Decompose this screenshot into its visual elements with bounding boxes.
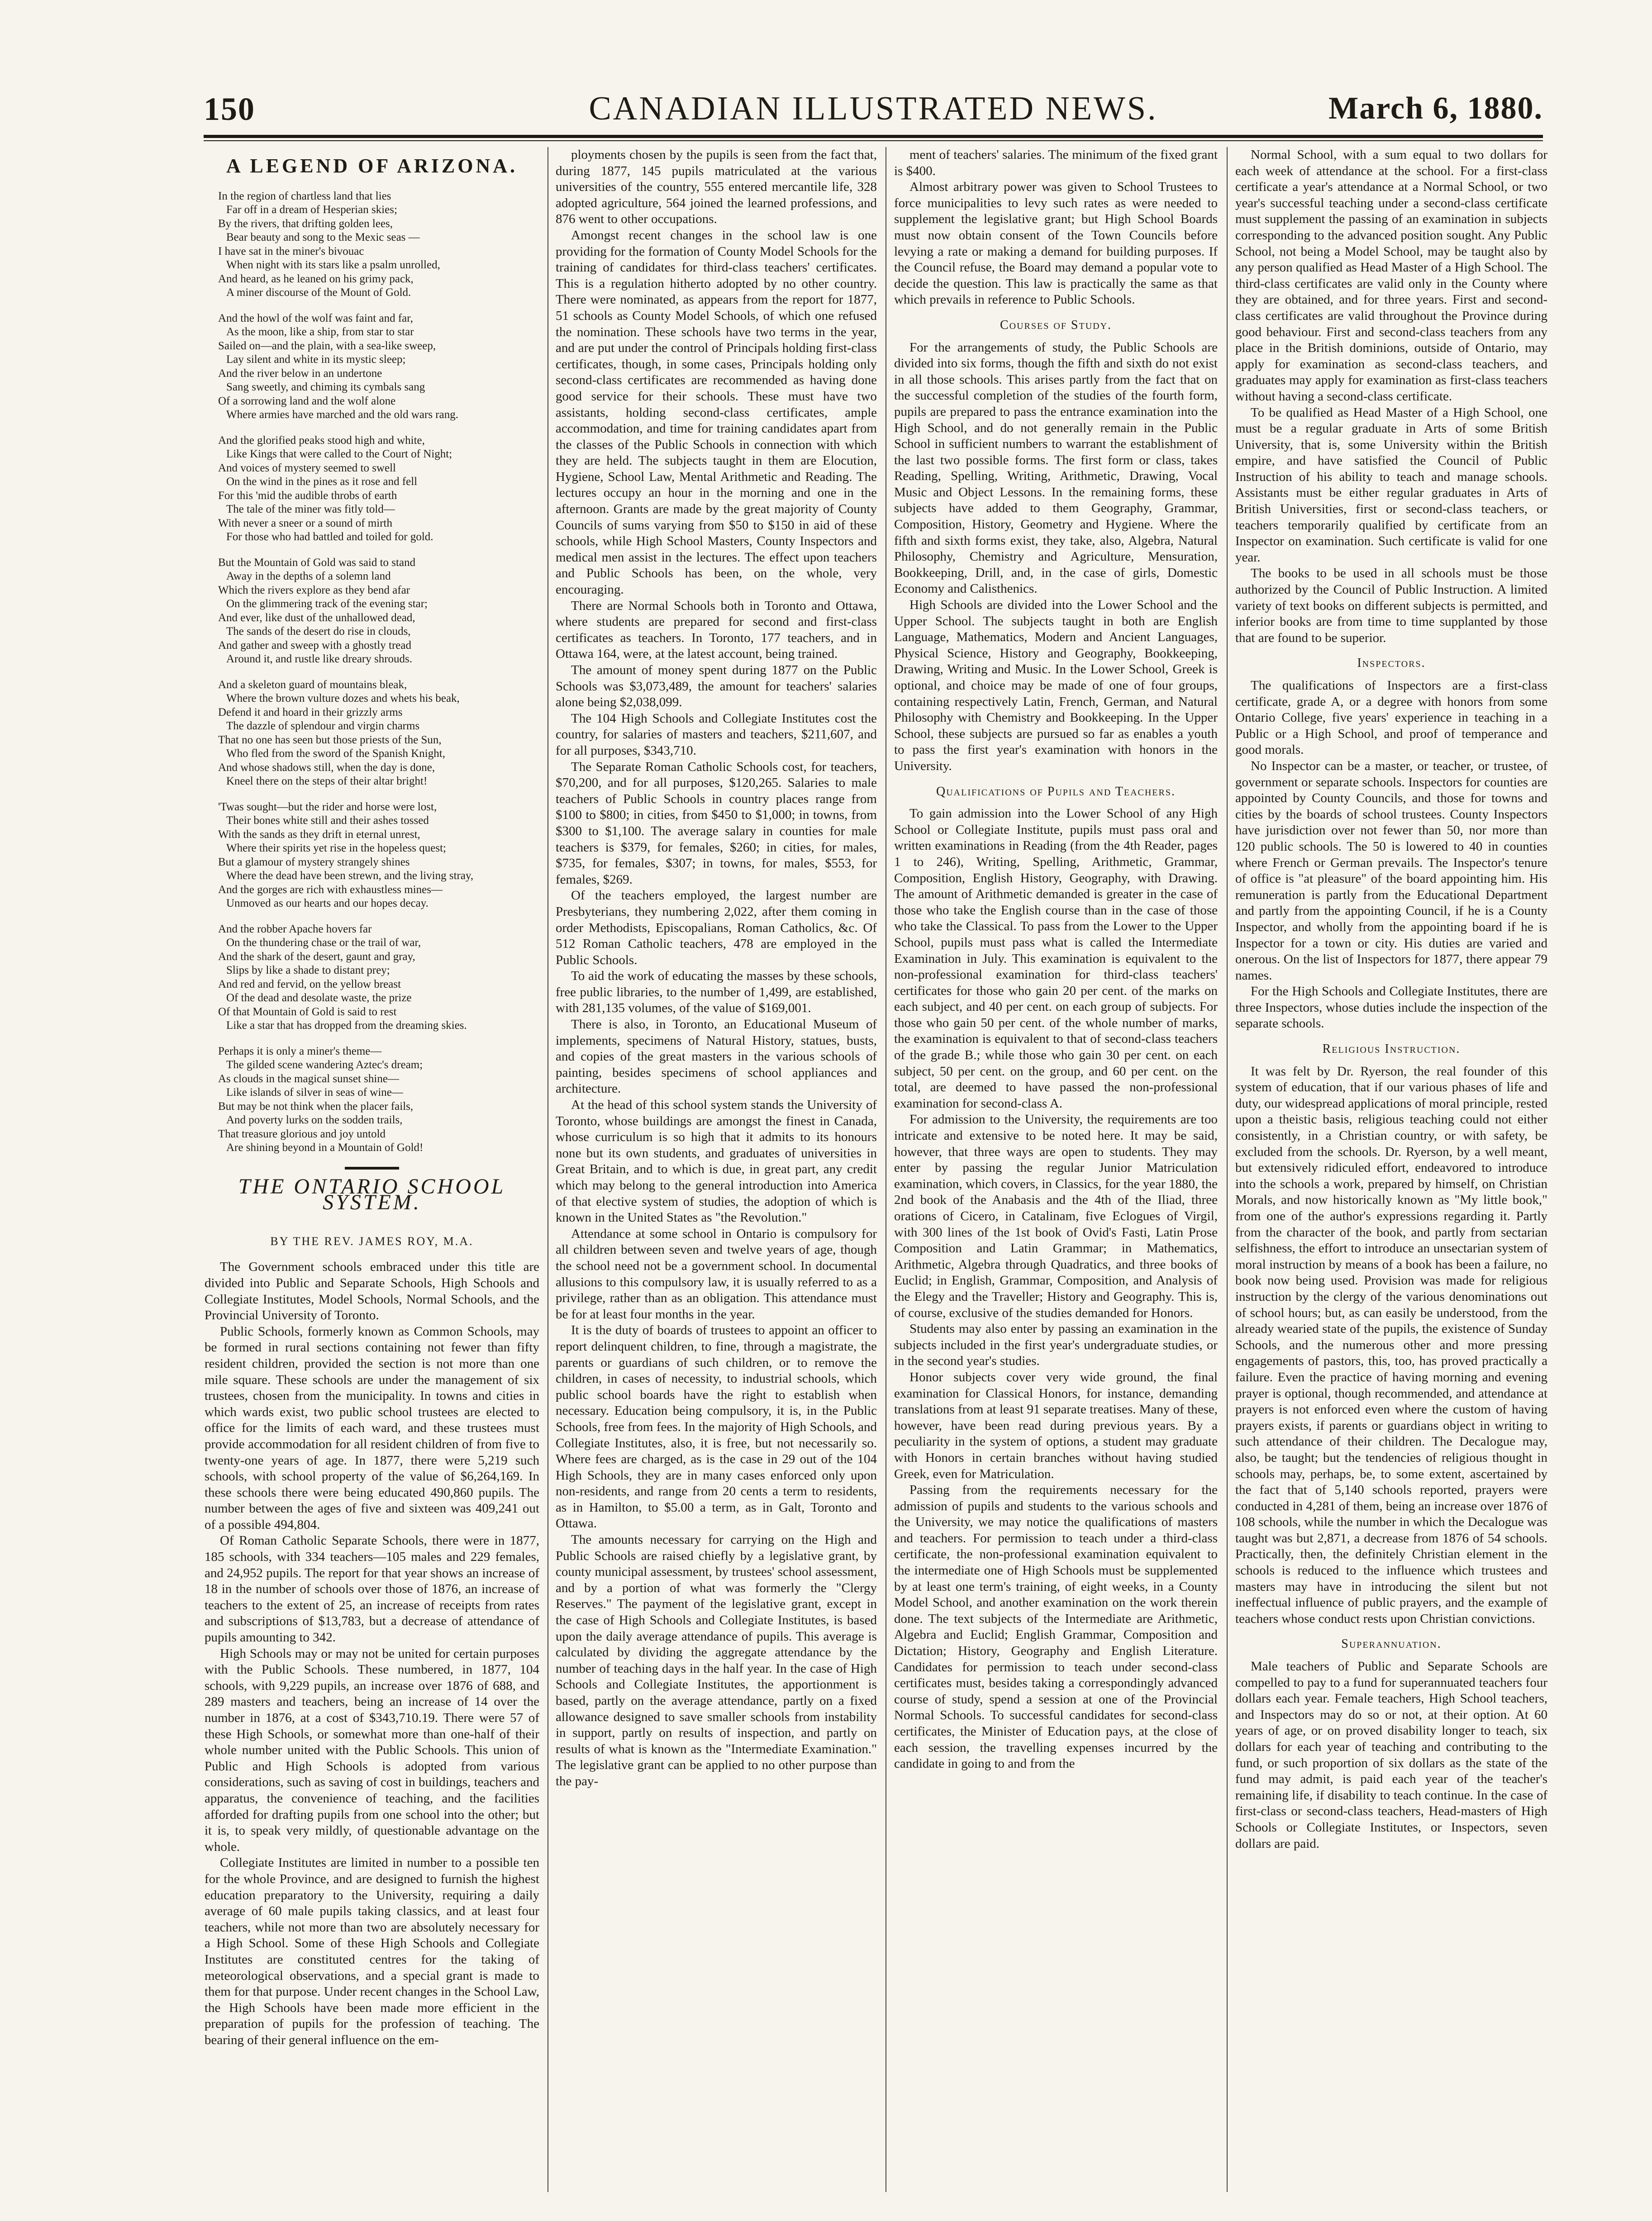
column-3-text [894, 147, 1218, 308]
poem-line: On the wind in the pines as it rose and fell [226, 476, 418, 488]
paragraph: The qualifications of Inspectors are a first-class certificate, grade A, or a degree with honors from some Ontario College, five years' experience in teaching in a Public or a High School, and proof of temperance and good morals. [1235, 678, 1547, 757]
poem-line: Sailed on—and the plain, with a sea-like sweep, [218, 339, 436, 352]
poem-line: On the thundering chase or the trail of war, [226, 937, 421, 949]
paragraph: High Schools may or may not be united for certain purposes with the Public Schools. These numbered, in 1877, 104 schools, with 9,229 pupils, an increase over 1876 of 688, and 289 masters and teachers, being an increase of 14 over the number in 1876, at a cost of $343,710.19. There were 57 of these High Schools, or somewhat more than one-half of their whole number united with the Public Schools. This union of Public and High Schools is adopted from various considerations, such as saving of cost in buildings, teachers and apparatus, the convenience of teaching, and the facilities afforded for drafting pupils from one school into the other; but it is, to speak very mildly, of questionable advantage on the whole. [205, 1646, 539, 1854]
masthead: CANADIAN ILLUSTRATED NEWS. [589, 90, 1158, 127]
section-divider [345, 1167, 399, 1170]
paragraph: It was felt by Dr. Ryerson, the real founder of this system of education, that if our various phases of life and duty, our widespread applications of moral principle, rested upon a theistic basis, religious teaching could not either consistently, in a Christian country, or with safety, be excluded from the schools. Dr. Ryerson, by a well meant, but extensively ridiculed effort, endeavored to introduce into the schools a work, prepared by himself, on Christian Morals, and now historically known as "My little book," from one of the author's expressions regarding it. Partly from the character of the book, and partly from sectarian selfishness, the effort to introduce an unsectarian system of moral instruction by means of a book has been a failure, no book now being used. Provision was made for religious instruction by the clergy of the various denominations out of school hours; but, as can easily be understood, from the already wearied state of the pupils, the existence of Sunday Schools, and the numerous other and more pressing engagements of pastors, this, too, has proved practically a failure. Even the practice of having morning and evening prayer is optional, though recommended, and attendance at prayers is not enforced even where the custom of having prayers exists, if parents or guardians object in writing to such attendance of their children. The Decalogue may, also, be taught; but the tendencies of religious thought in schools may, perhaps, be, to some extent, ascertained by the fact that of 5,140 schools reported, prayers were conducted in 4,281 of them, being an increase over 1876 of 108 schools, while the number in which the Decalogue was taught was but 2,871, a decrease from 1876 of 54 schools. Practically, then, the definitely Christian element in the schools is reduced to the influence which trustees and masters may have in introducing the silent but not ineffectual influence of public prayers, and the example of teachers whose conduct rests upon Christian convictions. [1235, 1064, 1547, 1626]
poem-line: And the gorges are rich with exhaustless mines— [218, 883, 443, 896]
poem-line: As clouds in the magical sunset shine— [218, 1072, 399, 1085]
poem-line: Like a star that has dropped from the dreaming skies. [226, 1019, 467, 1032]
poem-line: Bear beauty and song to the Mexic seas — [226, 231, 420, 244]
paragraph: Passing from the requirements necessary for the admission of pupils and students to the various schools and the University, we may notice the qualifications of masters and teachers. For permission to teach under a third-class certificate, the non-professional examination equivalent to the intermediate one of High Schools must be supplemented by at least one term's training, of eight weeks, in a County Model School, and another examination on the work therein done. The text subjects of the Intermediate are Arithmetic, Algebra and Euclid; English Grammar, Composition and Dictation; History, Geography and English Literature. Candidates for permission to teach under second-class certificates must, besides taking a correspondingly advanced course of study, spend a session at one of the Provincial Normal Schools. To successful candidates for second-class certificates, the Minister of Education pays, at the close of each session, the travelling expenses incurred by the candidate in going to and from the [894, 1483, 1218, 1771]
paragraph: ployments chosen by the pupils is seen from the fact that, during 1877, 145 pupils matriculated at the various universities of the country, 555 entered mercantile life, 328 adopted agriculture, 564 joined the learned professions, and 876 went to other occupations. [556, 147, 877, 227]
poem-line: And voices of mystery seemed to swell [218, 461, 396, 474]
poem-line: Are shining beyond in a Mountain of Gold! [226, 1141, 424, 1154]
poem-line: And a skeleton guard of mountains bleak, [218, 678, 407, 691]
paragraph: There is also, in Toronto, an Educational Museum of implements, specimens of Natural History, statues, busts, and copies of the great masters in the various schools of painting, besides specimens of school appliances and architecture. [556, 1017, 877, 1096]
poem-line: Which the rivers explore as they bend afar [218, 584, 410, 596]
poem-line: And the howl of the wolf was faint and far, [218, 312, 413, 324]
paragraph: Public Schools, formerly known as Common Schools, may be formed in rural sections containing not fewer than fifty resident children, provided the section is not more than one mile square. These schools are under the management of six trustees, chosen from the municipality. In towns and cities in which wards exist, two public school trustees are elected to office for the limits of each ward, and these trustees must provide accommodation for all resident children of from five to twenty-one years of age. In 1877, there were 5,219 such schools, with school property of the value of $6,264,169. In these schools there were being educated 490,860 pupils. The number between the ages of five and sixteen was 409,241 out of a possible 494,804. [205, 1324, 539, 1532]
poem-line: With the sands as they drift in eternal unrest, [218, 828, 420, 841]
poem-line: And the glorified peaks stood high and white, [218, 434, 425, 447]
poem-line: And heard, as he leaned on his grimy pack, [218, 272, 414, 285]
poem-line: That treasure glorious and joy untold [218, 1127, 386, 1140]
poem-line: Like Kings that were called to the Court of Night; [226, 448, 452, 461]
paragraph: To be qualified as Head Master of a High School, one must be a regular graduate in Arts of some British University, that is, some University within the British empire, and have satisfied the Council of Public Instruction of his ability to teach and manage schools. Assistants must be either regular graduates in Arts of British Universities, first or second-class teachers, or teachers temporarily qualified by certificate from an Inspector on examination. Such certificate is valid for one year. [1235, 405, 1547, 565]
paragraph: Normal School, with a sum equal to two dollars for each week of attendance at the school. For a first-class certificate a year's attendance at a Normal School, or two year's successful teaching under a second-class certificate must supplement the passing of an examination in subjects corresponding to the advanced position sought. Any Public School, not being a Model School, may be taught also by any person qualified as Head Master of a High School. The third-class certificates are valid only in the County where they are obtained, and for three years. First and second-class certificates are valid throughout the Province during good behaviour. First and second-class teachers from any place in the British dominions, outside of Ontario, may apply for examination as second-class teachers, and graduates may apply for examination as first-class teachers without having a second-class certificate. [1235, 147, 1547, 404]
poem-line: Far off in a dream of Hesperian skies; [226, 204, 397, 216]
poem-body [205, 190, 539, 1155]
paragraph: The amount of money spent during 1877 on the Public Schools was $3,073,489, the amount for teachers' salaries alone being $2,038,099. [556, 663, 877, 710]
subhead-qualifications: Qualifications of Pupils and Teachers. [936, 784, 1176, 799]
paragraph: Of Roman Catholic Separate Schools, there were in 1877, 185 schools, with 334 teachers—105 males and 229 females, and 24,952 pupils. The report for that year shows an increase of 18 in the number of schools over those of 1876, an increase of teachers to the extent of 25, an increase of receipts from rates and subscriptions of $13,783, but a decrease of attendance of pupils amounting to 342. [205, 1533, 539, 1645]
poem-line: On the glimmering track of the evening star; [226, 598, 428, 610]
poem-stanza [218, 800, 539, 911]
paragraph: It is the duty of boards of trustees to appoint an officer to report delinquent children, to fine, through a magistrate, the parents or guardians of such children, or to remove the children, in cases of necessity, to industrial schools, which public school boards have the right to establish when necessary. Education being compulsory, it is, in the Public Schools, free from fees. In the majority of High Schools, and Collegiate Institutes, also, it is free, but not necessarily so. Where fees are charged, as is the case in 29 out of the 104 High Schools, they are in many cases enforced only upon non-residents, and range from 20 cents a term to residents, as in Hamilton, to $5.00 a term, as in Galt, Toronto and Ottawa. [556, 1323, 877, 1531]
column-2 [556, 147, 877, 2192]
poem-line: Their bones white still and their ashes tossed [226, 814, 429, 827]
column-divider [547, 147, 548, 2192]
paragraph: To gain admission into the Lower School of any High School or Collegiate Institute, pupils must pass oral and written examinations in Reading (from the 4th Reader, pages 1 to 246), Writing, Spelling, Arithmetic, Grammar, Composition, English History, Geography, with Drawing. The amount of Arithmetic demanded is greater in the case of those who take the English course than in the case of those who take the Classical. To pass from the Lower to the Upper School, pupils must pass what is called the Intermediate Examination in July. This examination is equivalent to the non-professional examination for third-class teachers' certificates for those who gain 20 per cent. of the marks on each subject, and 40 per cent. on each group of subjects. For those who gain 50 per cent. of the whole number of marks, the examination is equivalent to that of second-class teachers of the grade B.; while those who gain 30 per cent. on each subject, 50 per cent. on the group, and 60 per cent. on the total, are deemed to have passed the non-professional examination for second-class A. [894, 806, 1218, 1111]
poem-line: Sang sweetly, and chiming its cymbals sang [226, 381, 425, 394]
superannuation-text [1235, 1659, 1547, 1852]
poem-line: Of that Mountain of Gold is said to rest [218, 1005, 397, 1018]
religious-text [1235, 1064, 1547, 1627]
column-3 [894, 147, 1218, 2192]
header-rule [204, 135, 1543, 141]
poem-line: Where the brown vulture dozes and whets his beak, [226, 692, 460, 705]
courses-text [894, 340, 1218, 775]
poem-stanza [218, 190, 539, 300]
poem-line: Perhaps it is only a miner's theme— [218, 1045, 382, 1057]
poem-line: As the moon, like a ship, from star to star [226, 326, 414, 338]
column-1-text [205, 1259, 539, 2048]
poem-line: In the region of chartless land that lies [218, 190, 391, 202]
subhead-superannuation: Superannuation. [1341, 1637, 1442, 1651]
poem-line: Where the dead have been strewn, and the living stray, [226, 870, 474, 882]
paragraph: ment of teachers' salaries. The minimum of the fixed grant is $400. [894, 147, 1218, 178]
poem-line: A miner discourse of the Mount of Gold. [226, 286, 411, 299]
paragraph: Attendance at some school in Ontario is compulsory for all children between seven and twelve years of age, though the school need not be a government school. In documental allusions to this compulsory law, it is usually referred to as a privilege, rather than as an obligation. This attendance must be for at least four months in the year. [556, 1226, 877, 1322]
poem-line: Lay silent and white in its mystic sleep; [226, 353, 406, 366]
subhead-courses: Courses of Study. [1000, 318, 1112, 332]
poem-line: And the robber Apache hovers far [218, 923, 372, 935]
poem-line: The dazzle of splendour and virgin charms [226, 720, 420, 732]
poem-line: For this 'mid the audible throbs of earth [218, 489, 397, 502]
poem-line: But a glamour of mystery strangely shines [218, 856, 410, 868]
poem-line: The sands of the desert do rise in clouds, [226, 625, 411, 638]
issue-date: March 6, 1880. [1328, 91, 1543, 126]
poem-stanza [218, 312, 539, 422]
poem-line: And whose shadows still, when the day is done, [218, 761, 435, 774]
poem-line: That no one has seen but those priests of the Sun, [218, 733, 442, 746]
paragraph: To aid the work of educating the masses by these schools, free public libraries, to the number of 1,499, are established, with 281,135 volumes, of the value of $169,001. [556, 969, 877, 1016]
paragraph: For the arrangements of study, the Public Schools are divided into six forms, though the fifth and sixth do not exist in all those schools. This arises partly from the fact that on the successful completion of the studies of the fourth form, pupils are prepared to pass the entrance examination into the High School, and do not generally remain in the Public School in sufficient numbers to warrant the establishment of the last two possible forms. The first form or class, takes Reading, Spelling, Writing, Arithmetic, Drawing, Vocal Music and Object Lessons. In the remaining forms, these subjects have added to them Geography, Grammar, Composition, History, Geometry and Hygiene. Where the fifth and sixth forms exist, they take, also, Algebra, Natural Philosophy, Chemistry and Agriculture, Mensuration, Bookkeeping, Drill, and, in the case of girls, Domestic Economy and Calisthenics. [894, 340, 1218, 596]
paragraph: There are Normal Schools both in Toronto and Ottawa, where students are prepared for second and first-class certificates as teachers. In Toronto, 177 teachers, and in Ottawa 164, were, at the latest account, being trained. [556, 598, 877, 661]
poem-line: And gather and sweep with a ghostly tread [218, 639, 411, 652]
poem-stanza [218, 556, 539, 666]
poem-line: By the rivers, that drifting golden lees, [218, 217, 393, 230]
poem-line: 'Twas sought—but the rider and horse were lost, [218, 800, 437, 813]
poem-line: And the shark of the desert, gaunt and gray, [218, 950, 415, 963]
page-number: 150 [204, 91, 255, 127]
poem-line: And the river below in an undertone [218, 367, 382, 380]
paragraph: For the High Schools and Collegiate Institutes, there are three Inspectors, whose duties include the inspection of the separate schools. [1235, 984, 1547, 1031]
poem-stanza [218, 923, 539, 1033]
poem-line: Kneel there on the steps of their altar bright! [226, 775, 428, 788]
poem-line: And ever, like dust of the unhallowed dead, [218, 611, 415, 624]
article-byline: BY THE REV. JAMES ROY, M.A. [270, 1234, 474, 1248]
poem-line: The tale of the miner was fitly told— [226, 503, 395, 516]
poem-line: Where armies have marched and the old wars rang. [226, 409, 458, 421]
paragraph: Honor subjects cover very wide ground, the final examination for Classical Honors, for instance, demanding translations from at least 91 separate treatises. Many of these, however, have been read during previous years. By a peculiarity in the system of options, a student may graduate with Honors in certain branches without having studied Greek, even for Matriculation. [894, 1370, 1218, 1481]
poem-line: But may be not think when the placer fails, [218, 1100, 414, 1113]
paragraph: Students may also enter by passing an examination in the subjects included in the first year's undergraduate studies, or in the second year's studies. [894, 1322, 1218, 1369]
poem-line: With never a sneer or a sound of mirth [218, 517, 392, 529]
poem-stanza [218, 678, 539, 789]
poem-line: Unmoved as our hearts and our hopes decay. [226, 897, 428, 910]
inspectors-text [1235, 678, 1547, 1032]
poem-line: Defend it and hoard in their grizzly arms [218, 706, 403, 718]
poem-line: And red and fervid, on the yellow breast [218, 978, 401, 990]
poem-line: Of a sorrowing land and the wolf alone [218, 395, 396, 407]
column-4 [1235, 147, 1547, 2192]
paragraph: High Schools are divided into the Lower School and the Upper School. The subjects taught in both are English Language, Mathematics, Modern and Ancient Languages, Physical Science, History and Geography, Bookkeeping, Drawing, Writing and Music. In the Lower School, Greek is optional, and choice may be made of one of four groups, containing respectively Latin, French, German, and Natural Philosophy with Chemistry and Bookkeeping. In the Upper School, these subjects are pursued so far as enables a youth to pass the first year's examination with honors in the University. [894, 598, 1218, 773]
paragraph: Amongst recent changes in the school law is one providing for the formation of County Model Schools for the training of candidates for third-class teachers' certificates. This is a regulation hitherto adopted by no other country. There were nominated, as appears from the report for 1877, 51 schools as County Model Schools, of which one refused the nomination. These schools have two terms in the year, and are put under the control of Principals holding first-class certificates, though, in some cases, Principals holding only second-class certificates are recommended as having done good service for their schools. These must have two assistants, holding second-class certificates, ample accommodation, and time for training candidates apart from the classes of the Public Schools in connection with which they are held. The subjects taught in them are Elocution, Hygiene, School Law, Mental Arithmetic and Reading. The lectures occupy an hour in the morning and one in the afternoon. Grants are made by the great majority of County Councils of sums varying from $50 to $150 in aid of these schools, while High School Masters, County Inspectors and medical men assist in the lectures. The effect upon teachers and Public Schools has been, on the whole, very encouraging. [556, 228, 877, 597]
column-2-text [556, 147, 877, 1790]
poem-stanza [218, 434, 539, 544]
poem-line: When night with its stars like a psalm unrolled, [226, 259, 440, 271]
paragraph: Almost arbitrary power was given to School Trustees to force municipalities to levy such rates as were needed to supplement the legislative grant; but High School Boards must now obtain consent of the Town Councils before levying a rate or making a demand for building purposes. If the Council refuse, the Board may demand a popular vote to decide the question. This law is practically the same as that which prevails in reference to Public Schools. [894, 180, 1218, 307]
poem-line: Around it, and rustle like dreary shrouds. [226, 653, 413, 666]
paragraph: The 104 High Schools and Collegiate Institutes cost the country, for salaries of masters and teachers, $211,607, and for all purposes, $343,710. [556, 711, 877, 758]
poem-line: And poverty lurks on the sodden trails, [226, 1114, 403, 1127]
poem-line: Where their spirits yet rise in the hopeless quest; [226, 842, 446, 855]
poem-stanza [218, 1045, 539, 1155]
poem-line: Slips by like a shade to distant prey; [226, 964, 390, 977]
paragraph: Of the teachers employed, the largest number are Presbyterians, they numbering 2,022, after them coming in order Methodists, Episcopalians, Roman Catholics, &c. Of 512 Roman Catholic teachers, 478 are employed in the Public Schools. [556, 888, 877, 967]
paragraph: For admission to the University, the requirements are too intricate and extensive to be noted here. It may be said, however, that three ways are open to students. They may enter by passing the regular Junior Matriculation examination, which covers, in Classics, for the year 1880, the 2nd book of the Anabasis and the 4th of the Iliad, three orations of Cicero, in Catalinam, five Eclogues of Virgil, with 300 lines of the 1st book of Ovid's Fasti, Latin Prose Composition and Latin Grammar; in Mathematics, Arithmetic, Algebra through Quadratics, and three books of Euclid; in English, Grammar, Composition, and Analysis of the Elegy and the Traveller; History and Geography. This is, of course, exclusive of the studies demanded for Honors. [894, 1112, 1218, 1320]
paragraph: The Government schools embraced under this title are divided into Public and Separate Schools, High Schools and Collegiate Institutes, Model Schools, Normal Schools, and the Provincial University of Toronto. [205, 1260, 539, 1323]
article-title: THE ONTARIO SCHOOL SYSTEM. [238, 1174, 506, 1215]
page-header [204, 86, 1543, 136]
poem-line: Away in the depths of a solemn land [226, 570, 391, 583]
paragraph: No Inspector can be a master, or teacher, or trustee, of government or separate schools. Inspectors for counties are appointed by County Councils, and those for towns and cities by the boards of school trustees. County Inspectors have jurisdiction over not fewer than 50, nor more than 120 public schools. The 50 is lowered to 40 in counties where French or German prevails. The Inspector's tenure of office is "at pleasure" of the board appointing him. His remuneration is partly from the Educational Department and partly from the appointing Council, if he is a County Inspector, and wholly from the appointing board if he is Inspector for a town or city. His duties are varied and onerous. On the list of Inspectors for 1877, there appear 79 names. [1235, 758, 1547, 983]
poem-line: Of the dead and desolate waste, the prize [226, 992, 412, 1004]
subhead-inspectors: Inspectors. [1357, 656, 1426, 671]
paragraph: The amounts necessary for carrying on the High and Public Schools are raised chiefly by a legislative grant, by county municipal assessment, by trustees' school assessment, and by a portion of what was formerly the "Clergy Reserves." The payment of the legislative grant, except in the case of High Schools and Collegiate Institutes, is based upon the daily average attendance of pupils. This average is calculated by dividing the aggregate attendance by the number of teaching days in the half year. In the case of High Schools and Collegiate Institutes, the apportionment is based, partly on the average attendance, partly on a fixed allowance designed to save smaller schools from instability in support, partly on results of inspection, and partly on results of what is known as the "Intermediate Examination." The legislative grant can be applied to no other purpose than the pay- [556, 1532, 877, 1788]
poem-line: Who fled from the sword of the Spanish Knight, [226, 747, 445, 760]
poem-line: I have sat in the miner's bivouac [218, 245, 364, 257]
poem-line: The gilded scene wandering Aztec's dream; [226, 1059, 423, 1071]
column-divider [1227, 147, 1228, 2192]
column-1 [205, 147, 539, 2192]
qualifications-text [894, 806, 1218, 1772]
poem-title: A LEGEND OF ARIZONA. [226, 155, 518, 177]
poem-line: For those who had battled and toiled for gold. [226, 531, 433, 543]
poem-line: But the Mountain of Gold was said to stand [218, 556, 416, 569]
paragraph: Male teachers of Public and Separate Schools are compelled to pay to a fund for superannuated teachers four dollars each year. Female teachers, High School teachers, and Inspectors may do so or not, at their option. At 60 years of age, or on proved disability longer to teach, six dollars for each year of teaching and contributing to the fund, or such proportion of six dollars as the state of the fund may admit, is paid each year of the teacher's remaining life, if disability to teach continue. In the case of first-class or second-class teachers, Head-masters of High Schools or Collegiate Institutes, or Inspectors, seven dollars are paid. [1235, 1659, 1547, 1851]
paragraph: At the head of this school system stands the University of Toronto, whose buildings are amongst the finest in Canada, whose curriculum is so high that it admits to its honours none but its own students, and graduates of universities in Great Britain, and to which is due, in great part, any credit which may belong to the general introduction into America of that elective system of studies, the adoption of which is known in the United States as "the Revolution." [556, 1098, 877, 1225]
subhead-religious: Religious Instruction. [1322, 1042, 1461, 1056]
paragraph: The books to be used in all schools must be those authorized by the Council of Public Instruction. A limited variety of text books on different subjects is permitted, and inferior books are from time to time supplanted by those that are found to be superior. [1235, 566, 1547, 645]
paragraph: The Separate Roman Catholic Schools cost, for teachers, $70,200, and for all purposes, $120,265. Salaries to male teachers of Public Schools in country places range from $100 to $800; in cities, from $450 to $1,000; in towns, from $300 to $1,100. The average salary in counties for male teachers is $379, for females, $260; in cities, for males, $735, for females, $307; in towns, for males, $553, for females, $269. [556, 759, 877, 887]
column-4-text [1235, 147, 1547, 646]
paragraph: Collegiate Institutes are limited in number to a possible ten for the whole Province, and are designed to furnish the highest education preparatory to the University, requiring a daily average of 60 male pupils taking classics, and at least four teachers, while not more than two are absolutely necessary for a High School. Some of these High Schools and Collegiate Institutes are constituted centres for the taking of meteorological observations, and a special grant is made to them for that purpose. Under recent changes in the School Law, the High Schools have been made more efficient in the preparation of pupils for the profession of teaching. The bearing of their general influence on the em- [205, 1855, 539, 2047]
poem-line: Like islands of silver in seas of wine— [226, 1086, 403, 1099]
